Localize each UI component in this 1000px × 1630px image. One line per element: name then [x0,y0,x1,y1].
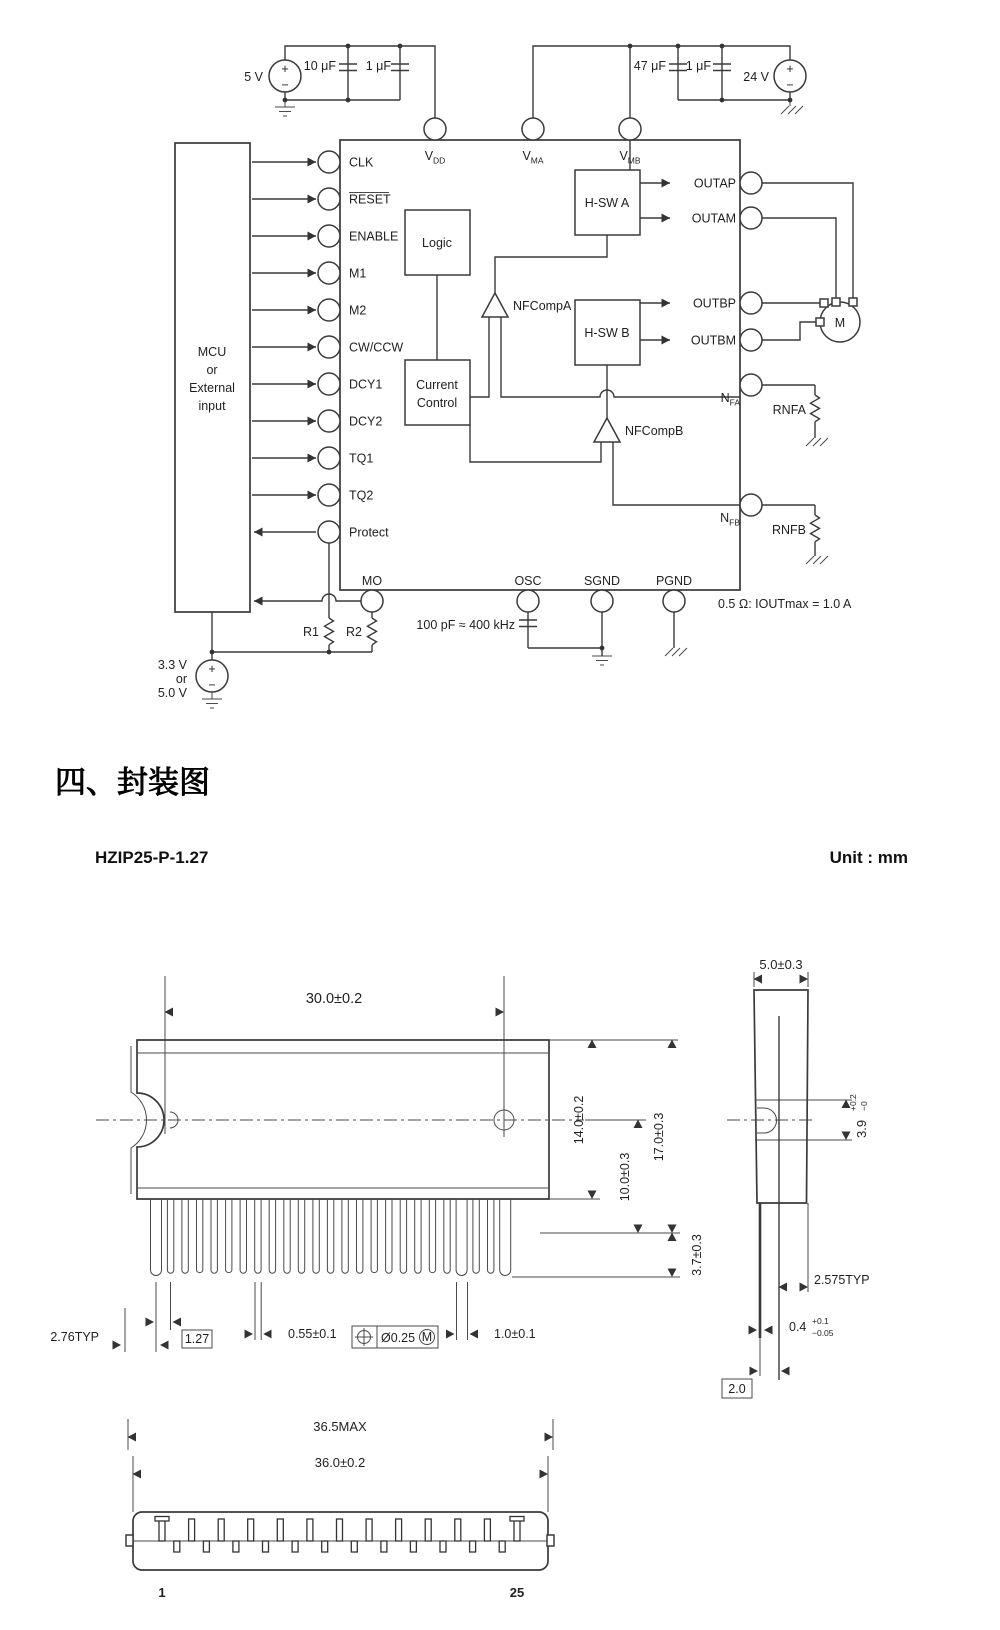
pin-osc-label: OSC [514,574,542,588]
lead [371,1199,377,1273]
dim-total-height: 17.0±0.3 [652,1112,666,1162]
lead [400,1199,406,1273]
lead [327,1199,333,1273]
motor-circuit [762,183,860,342]
plus-sign: + [208,662,216,676]
unit-label: Unit : mm [829,848,908,867]
side-body [754,990,808,1203]
pin-pgnd-label: PGND [655,574,693,588]
lead [255,1199,261,1273]
pin-vmb [619,118,641,140]
package-bottom-view [126,1419,554,1600]
pin-nfb [740,494,762,516]
nfcomp-b-amplifier [594,418,620,442]
pin-clk-label: CLK [349,155,374,170]
mmc-letter: M [421,1330,433,1344]
lead [444,1199,450,1273]
pin-outbp [740,292,762,314]
minus-sign: − [281,78,289,92]
logic-supply-label: or [175,672,187,686]
bottom-pin [307,1519,313,1541]
bottom-pin [396,1519,402,1541]
bottom-pin [381,1541,387,1552]
bottom-pin-rows [361,574,692,612]
lead [226,1199,232,1273]
pin-vma-label: $V_{MA}$ [522,149,544,166]
dim-lead-width2: 1.0±0.1 [494,1327,536,1341]
bottom-pin [440,1541,446,1552]
pin-nfa [740,374,762,396]
dim-body-height: 14.0±0.2 [572,1095,586,1145]
dim-lead-thickness: 0.4 [789,1320,807,1334]
pin1-label: 1 [158,1585,166,1600]
cap-10uf-label: 10 μF [303,59,336,73]
pin-vdd [424,118,446,140]
bottom-pin [337,1519,343,1541]
package-leads [151,1199,511,1276]
package-front-view [50,976,704,1352]
pin-protect-label: Protect [349,525,389,540]
bottom-pin-cap [510,1517,524,1522]
osc-note: 100 pF ≈ 400 kHz [416,618,515,632]
r2-label: R2 [346,625,362,639]
pin-outbm-label: OUTBM [690,333,736,348]
pin-sgnd-label: SGND [583,574,621,588]
bottom-pin-cap [155,1517,169,1522]
mcu-label: MCU [197,345,227,359]
minus-sign: − [208,678,216,692]
dim-lead-pos: 2.0 [728,1382,746,1396]
ground-symbol [781,100,803,114]
bottom-pin [203,1541,209,1552]
svg-text:3.9: 3.9 [854,1119,869,1138]
plus-sign: + [786,62,794,76]
dim-side-width: 5.0±0.3 [759,957,803,972]
mo-protect-circuit [158,543,377,708]
rnfa-label: RNFA [772,403,806,417]
motor-terminal [820,299,828,307]
current-control-label: Current [416,378,458,392]
tolerance-frame [352,1326,438,1348]
lead [298,1199,304,1273]
dim-hole [848,1094,869,1138]
lead [197,1199,203,1273]
pin-reset-label: RESET [349,192,391,207]
pin-m1-label: M1 [349,266,367,281]
r1-label: R1 [303,625,319,639]
bottom-pin [366,1519,372,1541]
dim-max-width: 36.5MAX [313,1419,367,1434]
source-24v-label: 24 V [743,70,769,84]
bottom-pin [292,1541,298,1552]
sense-resistors [762,385,828,564]
pin-m2 [318,299,340,321]
motor-terminal [816,318,824,326]
bottom-pin [159,1519,165,1541]
pin-m2-label: M2 [349,303,367,318]
pin-clk [318,151,340,173]
pin-enable-label: ENABLE [349,229,399,244]
rnfb-resistor [811,515,820,542]
pin-vmb-label: $V_{MB}$ [619,149,641,166]
pin-dcy2-label: DCY2 [349,414,383,429]
dim-center-height: 10.0±0.3 [618,1152,632,1202]
motor-terminal [849,298,857,306]
bottom-pin [455,1519,461,1541]
pin-cw-ccw [318,336,340,358]
motor-label: M [834,316,846,330]
lead [415,1199,421,1273]
dim-width: 30.0±0.2 [305,991,363,1007]
dim-lead-width: 0.55±0.1 [288,1327,337,1341]
logic-supply-circuit [244,44,435,118]
bottom-pin [277,1519,283,1541]
pin-osc [517,590,539,612]
application-circuit [158,44,860,708]
pin-outam [740,207,762,229]
pin-outap [740,172,762,194]
plus-sign: + [281,62,289,76]
lead [313,1199,319,1273]
pin-dcy1-label: DCY1 [349,377,383,392]
lead [211,1199,217,1273]
pin-dcy2 [318,410,340,432]
pin-vdd-label: $V_{DD}$ [424,149,446,166]
pin-dcy1 [318,373,340,395]
pin-mo-label: MO [361,574,383,588]
logic-block-label: Logic [422,236,452,250]
dim-lead-thickness-tol: −0.05 [812,1328,834,1338]
body-nub [126,1535,133,1546]
lead [269,1199,275,1273]
current-control-label: Control [416,396,458,410]
pin-outbp-label: OUTBP [692,296,736,311]
bottom-pin [233,1541,239,1552]
lead [473,1199,479,1273]
dim-lead-height: 3.7±0.3 [690,1234,704,1276]
svg-text:−0: −0 [859,1101,869,1111]
pin-pgnd [663,590,685,612]
bottom-pin [248,1519,254,1541]
tolerance-value: Ø0.25 [381,1331,416,1345]
package-name: HZIP25-P-1.27 [95,848,209,867]
pin-cw-ccw-label: CW/CCW [349,340,404,355]
rnfa-resistor [811,395,820,422]
package-side-view [722,957,870,1398]
pin-outbm [740,329,762,351]
mcu-label: input [198,399,226,413]
cap-1uf-label: 1 μF [685,59,711,73]
input-pin-rows [252,151,403,543]
dim-offset: 2.575TYP [814,1273,870,1287]
motor-terminal [832,298,840,306]
bottom-pin [189,1519,195,1541]
pin-reset [318,188,340,210]
ground-symbol [275,100,295,116]
nfcomp-b-label: NFCompB [625,424,684,438]
pin-protect [318,521,340,543]
nfcomp-a-label: NFCompA [513,299,572,313]
logic-supply-label: 5.0 V [157,686,187,700]
logic-supply-label: 3.3 V [157,658,187,672]
lead [284,1199,290,1273]
pin-outap-label: OUTAP [693,176,736,191]
r1-resistor [325,618,334,645]
osc-circuit [416,612,687,665]
lead [357,1199,363,1273]
cap-1uf-label: 1 μF [365,59,391,73]
lead [240,1199,246,1273]
bottom-pin [263,1541,269,1552]
r2-resistor [368,618,377,645]
svg-text:+0.2: +0.2 [848,1094,858,1111]
bottom-pin [322,1541,328,1552]
bottom-pin [484,1519,490,1541]
lead [500,1199,511,1276]
ic-outline [340,140,740,590]
lead [342,1199,348,1273]
bottom-pin [499,1541,505,1552]
dim-pitch: 1.27 [184,1332,210,1346]
mcu-label: External [189,381,235,395]
lead [456,1199,467,1276]
pin-tq2-label: TQ2 [349,488,374,503]
cap-47uf-label: 47 μF [633,59,666,73]
lead [429,1199,435,1273]
current-control-block [405,360,470,425]
pin-m1 [318,262,340,284]
mcu-label: or [206,363,218,377]
lead [182,1199,188,1273]
pin-vma [522,118,544,140]
lead [386,1199,392,1273]
dim-body-width: 36.0±0.2 [314,1455,366,1470]
bottom-pin [218,1519,224,1541]
pin-tq1-label: TQ1 [349,451,374,466]
motor-supply-circuit [533,44,806,118]
bottom-pin [470,1541,476,1552]
ground-symbol [806,438,828,446]
bottom-pin [351,1541,357,1552]
lead [151,1199,162,1276]
dim-lead-thickness-tol: +0.1 [812,1316,829,1326]
lead [167,1199,173,1273]
pin-tq1 [318,447,340,469]
output-pin-rows [640,172,762,351]
body-nub [547,1535,554,1546]
hsw-a-label: H-SW A [584,196,630,210]
pin-nfb-label: $N_{FB}$ [720,511,740,528]
bottom-pin [425,1519,431,1541]
pin-mo [361,590,383,612]
mcu-block [175,143,250,612]
minus-sign: − [786,78,794,92]
pin-sgnd [591,590,613,612]
pin-outam-label: OUTAM [691,211,736,226]
lead [488,1199,494,1273]
dim-pitch-edge: 2.76TYP [50,1330,99,1344]
ground-symbol [665,648,687,656]
sense-note: 0.5 Ω: IOUTmax = 1.0 A [718,597,852,611]
pin-enable [318,225,340,247]
bottom-pin [514,1519,520,1541]
hsw-b-label: H-SW B [584,326,630,340]
pin-nfa-label: $N_{FA}$ [720,391,740,408]
bottom-pin [174,1541,180,1552]
bottom-pin [410,1541,416,1552]
section-title: 四、封装图 [55,765,210,800]
pin-tq2 [318,484,340,506]
ground-symbol [806,556,828,564]
ground-symbol [202,692,222,708]
ground-symbol [592,656,612,665]
pin25-label: 25 [509,1585,525,1600]
source-5v-label: 5 V [244,70,263,84]
rnfb-label: RNFB [771,523,806,537]
bottom-view-pins [155,1517,524,1553]
nfcomp-a-amplifier [482,293,508,317]
